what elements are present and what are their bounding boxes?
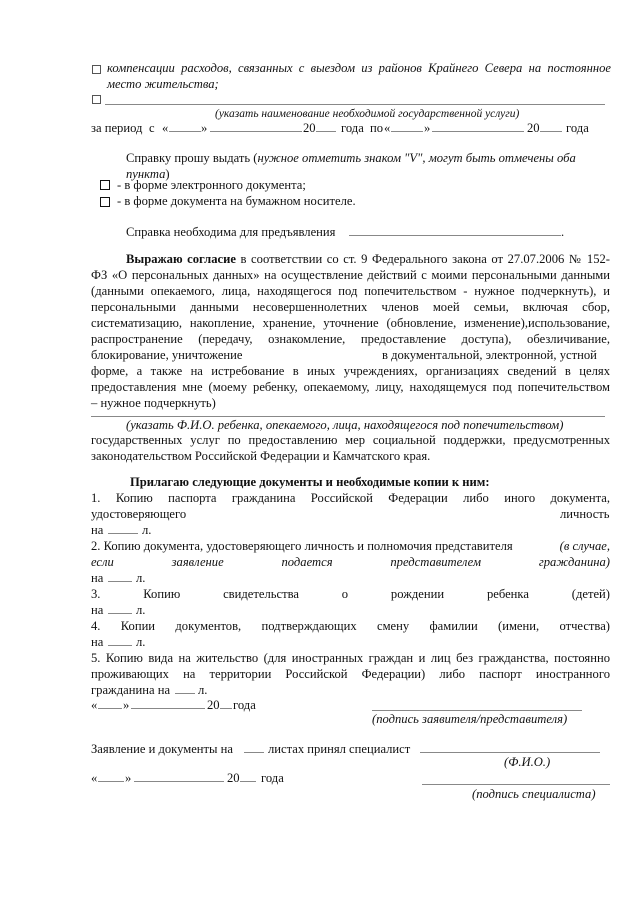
doc5-line2: проживающих на территории Российской Федерации) либо паспорт иностранного bbox=[91, 667, 610, 681]
consent-line3: (данными опекаемого, лица, находящегося под попечительством - нужное подчеркнуть), и bbox=[91, 284, 610, 298]
sign-date-day-field[interactable] bbox=[98, 708, 122, 709]
consent-line7b: в документальной, электронной, устной bbox=[382, 348, 597, 362]
period-to-qopen: « bbox=[384, 121, 391, 135]
period-prefix: за период bbox=[91, 121, 143, 135]
period-to-year-label: года bbox=[566, 121, 589, 135]
consent-line12: законодательством Российской Федерации и Камчатского края. bbox=[91, 449, 431, 463]
consent-line6: распространение (передачу, ознакомление, предоставление доступа), обезличивание, bbox=[91, 332, 610, 346]
specialist-fio-caption: (Ф.И.О.) bbox=[504, 755, 551, 769]
doc2-line1-text: 2. Копию документа, удостоверяющего личность и полномочия представителя bbox=[91, 539, 513, 553]
doc5-on: гражданина на bbox=[91, 683, 171, 697]
period-from-month-field[interactable] bbox=[210, 131, 302, 132]
spec-date-year-prefix: 20 bbox=[227, 771, 240, 785]
consent-line4: персональными данными несовершеннолетних членов моей семьи, включая сбор, bbox=[91, 300, 610, 314]
consent-line8: форме, а также на истребование в иных учреждениях, организациях сведений в целях bbox=[91, 364, 610, 378]
period-to-qclose: » bbox=[424, 121, 431, 135]
sign-date-month-field[interactable] bbox=[131, 708, 205, 709]
doc2-l: л. bbox=[136, 571, 146, 585]
doc1-pages-field[interactable] bbox=[108, 533, 138, 534]
option-north-line1: компенсации расходов, связанных с выездом из районов Крайнего Севера на постоянное bbox=[107, 61, 611, 75]
doc2-line2: если заявление подается представителем гражданина) bbox=[91, 555, 610, 569]
option-north-line2: место жительства; bbox=[107, 77, 219, 91]
spec-date-qopen: « bbox=[91, 771, 98, 785]
specialist-signature-field[interactable] bbox=[422, 784, 610, 785]
doc3-line1: 3. Копию свидетельства о рождении ребенка (детей) bbox=[91, 587, 610, 601]
spec-date-month-field[interactable] bbox=[134, 781, 224, 782]
doc1-line2a: удостоверяющего bbox=[91, 507, 187, 521]
doc4-pages-field[interactable] bbox=[108, 645, 132, 646]
format-paper-label: - в форме документа на бумажном носителе. bbox=[117, 194, 356, 208]
sign-date-year-field[interactable] bbox=[220, 708, 232, 709]
accepted-a: Заявление и документы на bbox=[91, 742, 233, 756]
doc3-on: на bbox=[91, 603, 104, 617]
period-from-label: с bbox=[149, 121, 155, 135]
consent-line1-rest: в соответствии со ст. 9 Федерального закона от 27.07.2006 № 152- bbox=[240, 252, 611, 266]
documents-heading: Прилагаю следующие документы и необходимые копии к ним: bbox=[130, 475, 490, 489]
period-to-year-prefix: 20 bbox=[527, 121, 540, 135]
format-line1-note: нужное отметить знаком "V", могут быть отмечены оба bbox=[257, 151, 576, 165]
period-from-day-field[interactable] bbox=[169, 131, 201, 132]
consent-line2: ФЗ «О персональных данных» на осуществление действий с моими персональными данными bbox=[91, 268, 610, 282]
service-caption: (указать наименование необходимой государственной услуги) bbox=[215, 108, 520, 120]
period-to-month-field[interactable] bbox=[432, 131, 524, 132]
doc3-l: л. bbox=[136, 603, 146, 617]
doc3-pages-field[interactable] bbox=[108, 613, 132, 614]
doc1-l: л. bbox=[142, 523, 152, 537]
doc1-line2b: личность bbox=[560, 507, 610, 521]
format-line2-close: ) bbox=[165, 167, 170, 181]
checkbox-north-compensation[interactable] bbox=[92, 65, 101, 74]
doc2-on: на bbox=[91, 571, 104, 585]
consent-line9: предоставления мне (моему ребенку, опекаемому, лицу, находящемуся под попечительством bbox=[91, 380, 610, 394]
doc2-line1-note: (в случае, bbox=[559, 539, 610, 553]
doc1-line1: 1. Копию паспорта гражданина Российской Федерации либо иного документа, bbox=[91, 491, 610, 505]
doc5-pages-field[interactable] bbox=[175, 693, 195, 694]
doc4-line1: 4. Копии документов, подтверждающих смену фамилии (имени, отчества) bbox=[91, 619, 610, 633]
consent-line1 bbox=[126, 251, 610, 267]
period-from-year-prefix: 20 bbox=[303, 121, 316, 135]
doc2-line1 bbox=[91, 538, 610, 554]
doc4-l: л. bbox=[136, 635, 146, 649]
sign-date-year-prefix: 20 bbox=[207, 698, 220, 712]
period-to-day-field[interactable] bbox=[391, 131, 423, 132]
consent-line10: – нужное подчеркнуть) bbox=[91, 396, 216, 410]
consent-line7a: блокирование, уничтожение bbox=[91, 348, 243, 362]
doc5-line1: 5. Копию вида на жительство (для иностранных граждан и лиц без гражданства, постоянно bbox=[91, 651, 610, 665]
sign-date-qclose: » bbox=[123, 698, 130, 712]
sign-date-qopen: « bbox=[91, 698, 98, 712]
period-to-label: по bbox=[370, 121, 384, 135]
checkbox-other-service[interactable] bbox=[92, 95, 101, 104]
sign-date-year-label: года bbox=[233, 698, 256, 712]
consent-line5: систематизацию, накопление, хранение, уточнение (обновление, изменение),использование, bbox=[91, 316, 610, 330]
period-from-qopen: « bbox=[162, 121, 169, 135]
checkbox-electronic[interactable] bbox=[100, 180, 110, 190]
accepted-b: листах принял специалист bbox=[268, 742, 411, 756]
period-from-year-label: года bbox=[341, 121, 364, 135]
spec-date-year-field[interactable] bbox=[240, 781, 256, 782]
consent-bold: Выражаю согласие bbox=[126, 252, 236, 266]
period-from-year-field[interactable] bbox=[316, 131, 336, 132]
purpose-label: Справка необходима для предъявления bbox=[126, 225, 336, 239]
format-line1-text: Справку прошу выдать ( bbox=[126, 151, 258, 165]
consent-fio-caption: (указать Ф.И.О. ребенка, опекаемого, лица, находящегося под попечительством) bbox=[126, 418, 564, 432]
applicant-signature-caption: (подпись заявителя/представителя) bbox=[372, 712, 568, 726]
purpose-field[interactable] bbox=[349, 235, 561, 236]
specialist-fio-field[interactable] bbox=[420, 752, 600, 753]
spec-date-year-label: года bbox=[261, 771, 284, 785]
accepted-pages-field[interactable] bbox=[244, 752, 264, 753]
service-name-line[interactable] bbox=[105, 104, 605, 105]
spec-date-qclose: » bbox=[125, 771, 132, 785]
period-from-qclose: » bbox=[201, 121, 208, 135]
purpose-dot: . bbox=[561, 225, 565, 239]
specialist-signature-caption: (подпись специалиста) bbox=[472, 787, 596, 801]
consent-line11: государственных услуг по предоставлению мер социальной поддержки, предусмотренных bbox=[91, 433, 610, 447]
period-to-year-field[interactable] bbox=[540, 131, 562, 132]
doc5-l: л. bbox=[198, 683, 208, 697]
doc1-on: на bbox=[91, 523, 104, 537]
format-electronic-label: - в форме электронного документа; bbox=[117, 178, 306, 192]
doc4-on: на bbox=[91, 635, 104, 649]
format-line1 bbox=[126, 150, 576, 166]
checkbox-paper[interactable] bbox=[100, 197, 110, 207]
spec-date-day-field[interactable] bbox=[98, 781, 124, 782]
doc2-pages-field[interactable] bbox=[108, 581, 132, 582]
format-line2-note: пункта bbox=[126, 167, 166, 181]
